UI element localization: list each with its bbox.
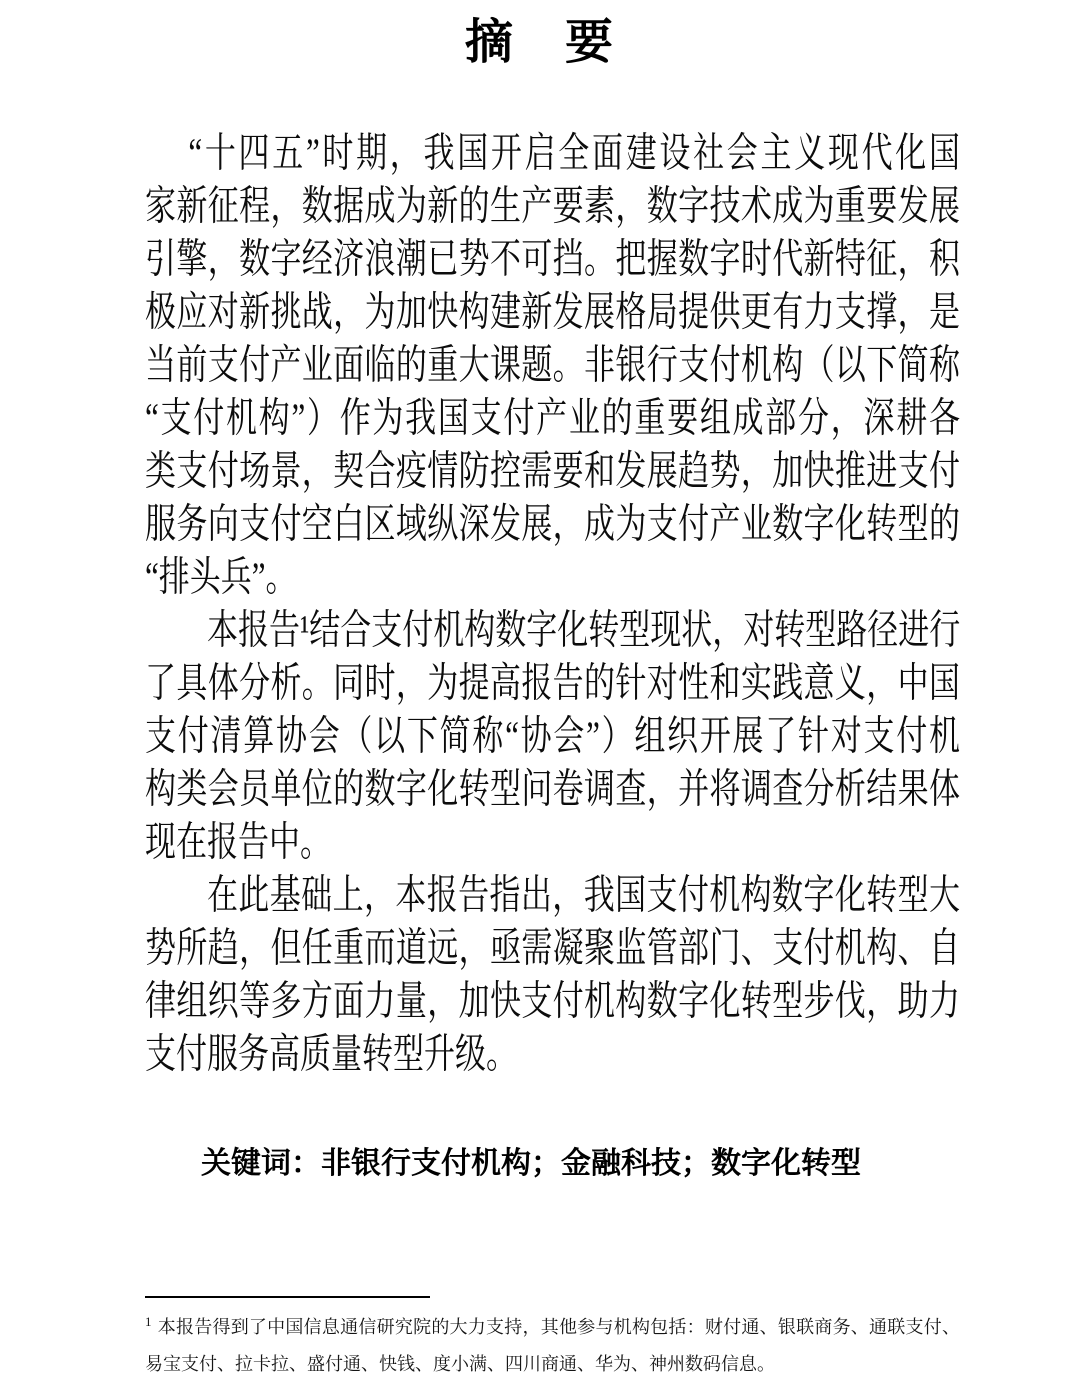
text-line: 当前支付产业面临的重大课题。非银行支付机构（以下简称 — [145, 341, 960, 388]
text-line: 类支付场景，契合疫情防控需要和发展趋势，加快推进支付 — [145, 447, 960, 494]
text-line: 引擎，数字经济浪潮已势不可挡。把握数字时代新特征，积 — [145, 235, 960, 282]
text-line: “排头兵”。 — [145, 553, 297, 600]
footnote-separator — [145, 1296, 430, 1298]
page-title: 摘 要 — [464, 16, 615, 69]
text-line: 现在报告中。 — [145, 818, 331, 865]
text-line: 极应对新挑战，为加快构建新发展格局提供更有力支撑，是 — [145, 288, 960, 335]
text-line: 本报告¹结合支付机构数字化转型现状，对转型路径进行 — [207, 606, 961, 653]
text-line: 构类会员单位的数字化转型问卷调查，并将调查分析结果体 — [145, 765, 960, 812]
text-line: 服务向支付空白区域纵深发展，成为支付产业数字化转型的 — [145, 500, 960, 547]
text-line: 支付清算协会（以下简称“协会”）组织开展了针对支付机 — [145, 712, 960, 759]
text-line: 家新征程，数据成为新的生产要素，数字技术成为重要发展 — [145, 182, 960, 229]
footnote-marker: 1 — [145, 1314, 152, 1329]
paragraph — [145, 126, 960, 603]
keywords-line — [145, 1144, 960, 1184]
text-line: 了具体分析。同时，为提高报告的针对性和实践意义，中国 — [145, 659, 960, 706]
text-line: 势所趋，但任重而道远，亟需凝聚监管部门、支付机构、自 — [145, 924, 960, 971]
text-line: “支付机构”）作为我国支付产业的重要组成部分，深耕各 — [145, 394, 960, 441]
text-line: 律组织等多方面力量，加快支付机构数字化转型步伐，助力 — [145, 977, 960, 1024]
text-line: “十四五”时期，我国开启全面建设社会主义现代化国 — [188, 129, 960, 176]
keywords-text: 非银行支付机构；金融科技；数字化转型 — [321, 1147, 861, 1180]
footnote — [145, 1303, 960, 1383]
text-line: 在此基础上，本报告指出，我国支付机构数字化转型大 — [207, 871, 960, 918]
footnote-text: 本报告得到了中国信息通信研究院的大力支持，其他参与机构包括：财付通、银联商务、通联支付、易宝支付、拉卡拉、盛付通、快钱、度小满、四川商通、华为、神州数码信息。 — [145, 1317, 960, 1374]
keywords-label: 关键词： — [201, 1147, 321, 1180]
paragraph — [145, 868, 960, 1080]
paragraph — [145, 603, 960, 868]
abstract-body — [145, 126, 960, 1080]
text-line: 支付服务高质量转型升级。 — [145, 1030, 517, 1077]
